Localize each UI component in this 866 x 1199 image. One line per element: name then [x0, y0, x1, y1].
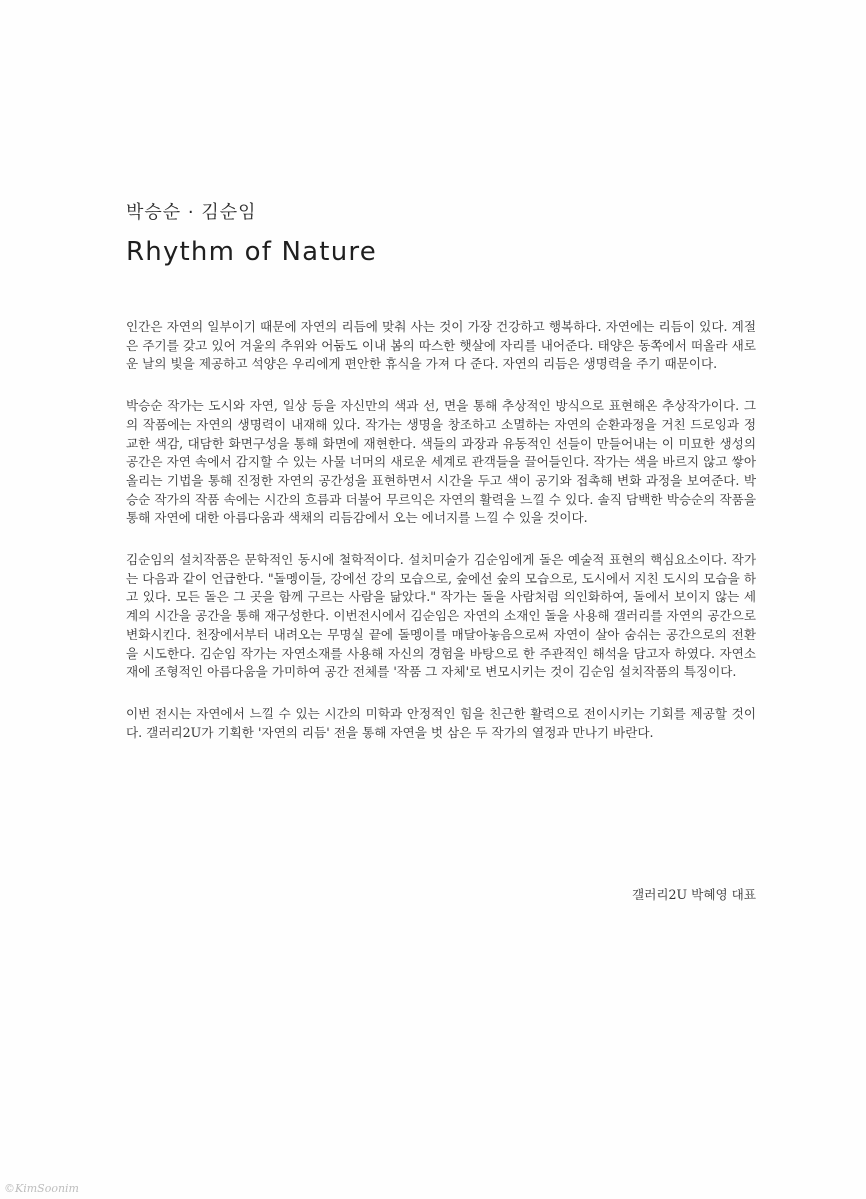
paragraph-park: 박승순 작가는 도시와 자연, 일상 등을 자신만의 색과 선, 면을 통해 추상적인 방식으로 표현해온 추상작가이다. 그의 작품에는 자연의 생명력이 내재해 있다. 작가는 생명을 창조하고 소멸하는 자연의 순환과정을 거친 드로잉과 정교한 색감, 대담한 화면구성을 통해 화면에 재현한다. 색들의 과장과 유동적인 선들이 만들어내는 이 미묘한 생성의 공간은 자연 속에서 감지할 수 있는 사물 너머의 새로운 세계로 관객들을 끌어들인다. 작가는 색을 바르지 않고 쌓아올리는 기법을 통해 진정한 자연의 공간성을 표현하면서 시간을 두고 색이 공기와 접촉해 변화 과정을 보여준다. 박승순 작가의 작품 속에는 시간의 흐름과 더불어 무르익은 자연의 활력을 느낄 수 있다. 솔직 담백한 박승순의 작품을 통해 자연에 대한 아름다움과 색채의 리듬감에서 오는 에너지를 느낄 수 있을 것이다.	[126, 398, 756, 526]
paragraph-intro: 인간은 자연의 일부이기 때문에 자연의 리듬에 맞춰 사는 것이 가장 건강하고 행복하다. 자연에는 리듬이 있다. 계절은 주기를 갖고 있어 겨울의 추위와 어둠도 이내 봄의 따스한 햇살에 자리를 내어준다. 태양은 동쪽에서 떠올라 새로운 날의 빛을 제공하고 석양은 우리에게 편안한 휴식을 가져 다 준다. 자연의 리듬은 생명력을 주기 때문이다.	[126, 319, 756, 372]
document-body	[126, 318, 756, 765]
exhibition-title: Rhythm of Nature	[126, 237, 377, 267]
paragraph-closing: 이번 전시는 자연에서 느낄 수 있는 시간의 미학과 안정적인 힘을 친근한 활력으로 전이시키는 기회를 제공할 것이다. 갤러리2U가 기획한 '자연의 리듬' 전을 통해 자연을 벗 삼은 두 작가의 열정과 만나기 바란다.	[126, 705, 756, 740]
document-header	[126, 200, 746, 270]
artist-names: 박승순 · 김순임	[126, 202, 257, 223]
watermark: ©KimSoonim	[4, 1182, 79, 1195]
signature: 갤러리2U 박혜영 대표	[632, 887, 756, 902]
paragraph-kim: 김순임의 설치작품은 문학적인 동시에 철학적이다. 설치미술가 김순임에게 돌은 예술적 표현의 핵심요소이다. 작가는 다음과 같이 언급한다. "돌멩이들, 강에선 강의 모습으로, 숲에선 숲의 모습으로, 도시에서 지친 도시의 모습을 하고 있다. 모든 돌은 그 곳을 함께 구르는 사람을 닮았다." 작가는 돌을 사람처럼 의인화하여, 돌에서 보이지 않는 세계의 시간을 공간을 통해 재구성한다. 이번전시에서 김순임은 자연의 소재인 돌을 사용해 갤러리를 자연의 공간으로 변화시킨다. 천장에서부터 내려오는 무명실 끝에 돌멩이를 매달아놓음으로써 자연이 살아 숨쉬는 공간으로의 전환을 시도한다. 김순임 작가는 자연소재를 사용해 자신의 경험을 바탕으로 한 주관적인 해석을 담고자 하였다. 자연소재에 조형적인 아름다움을 가미하여 공간 전체를 '작품 그 자체'로 변모시키는 것이 김순임 설치작품의 특징이다.	[126, 552, 756, 680]
